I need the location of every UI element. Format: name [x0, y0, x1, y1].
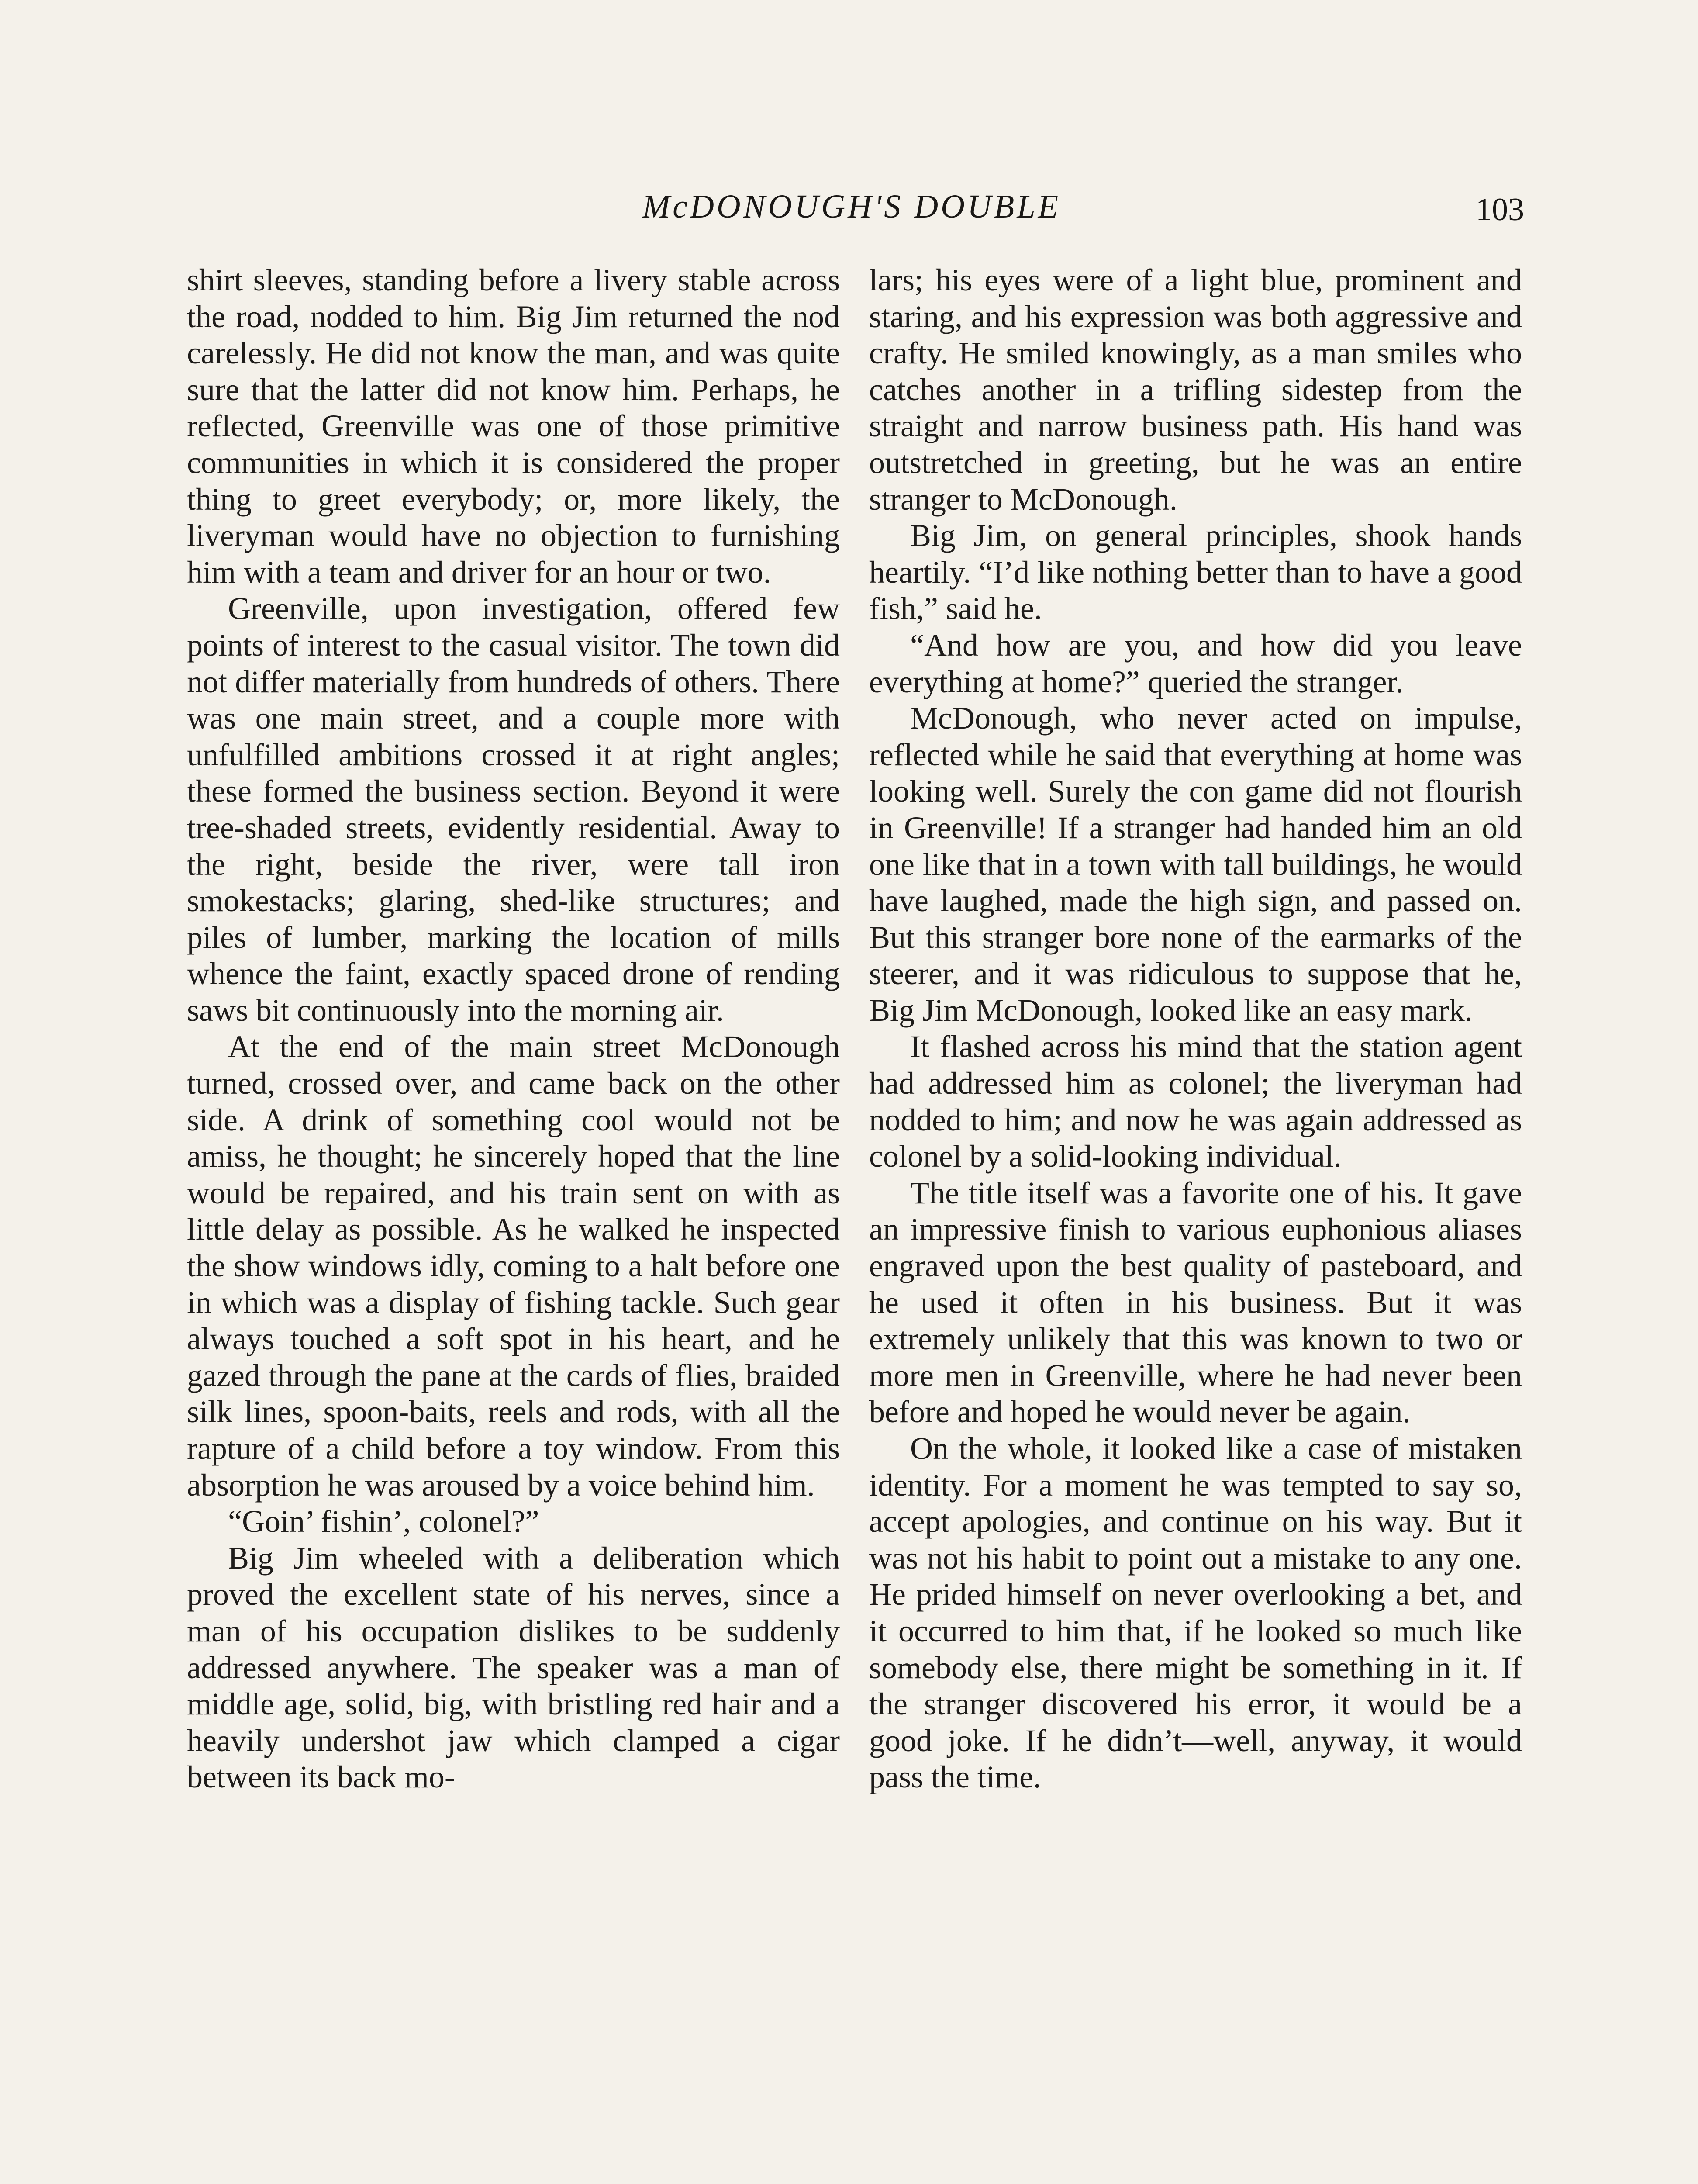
right-text-column — [869, 262, 1522, 1796]
running-head-title: McDONOUGH'S DOUBLE — [642, 188, 1061, 225]
paragraph: “Goin’ fishin’, colonel?” — [228, 1504, 539, 1539]
paragraph: lars; his eyes were of a light blue, prominent and staring, and his expression was both aggressive and crafty. He smiled knowingly, as a man smiles who catches another in a trifling sidestep from the straight and narrow business path. His hand was outstretched in greeting, but he was an entire stranger to McDonough. — [869, 263, 1522, 517]
paragraph: The title itself was a favorite one of his. It gave an impressive finish to various euphonious aliases engraved upon the best quality of pasteboard, and he used it often in his business. But it was extremely unlikely that this was known to two or more men in Greenville, where he had never been before and hoped he would never be again. — [869, 1175, 1522, 1430]
paragraph: “And how are you, and how did you leave everything at home?” queried the stranger. — [869, 627, 1522, 699]
paragraph: On the whole, it looked like a case of mistaken identity. For a moment he was tempted to say so, accept apologies, and continue on his way. But it was not his habit to point out a mistake to any one. He prided himself on never overlooking a bet, and it occurred to him that, if he looked so much like somebody else, there might be something in it. If the stranger discovered his error, it would be a good joke. If he didn’t—well, anyway, it would pass the time. — [869, 1431, 1522, 1795]
left-text-column — [187, 262, 840, 1796]
paragraph: Big Jim wheeled with a deliberation which proved the excellent state of his nerves, since a man of his occupation dislikes to be suddenly addressed anywhere. The speaker was a man of middle age, solid, big, with bristling red hair and a heavily undershot jaw which clamped a cigar between its back mo- — [187, 1540, 840, 1795]
paragraph: It flashed across his mind that the station agent had addressed him as colonel; the liveryman had nodded to him; and now he was again addressed as colonel by a solid-looking individual. — [869, 1029, 1522, 1174]
paragraph: Greenville, upon investigation, offered few points of interest to the casual visitor. The town did not differ materially from hundreds of others. There was one main street, and a couple more with unfulfilled ambitions crossed it at right angles; these formed the business section. Beyond it were tree-shaded streets, evidently residential. Away to the right, beside the river, were tall iron smokestacks; glaring, shed-like structures; and piles of lumber, marking the location of mills whence the faint, exactly spaced drone of rending saws bit continuously into the morning air. — [187, 591, 840, 1028]
paragraph: shirt sleeves, standing before a livery stable across the road, nodded to him. Big Jim returned the nod carelessly. He did not know the man, and was quite sure that the latter did not know him. Perhaps, he reflected, Greenville was one of those primitive communities in which it is considered the proper thing to greet everybody; or, more likely, the liveryman would have no objection to furnishing him with a team and driver for an hour or two. — [187, 263, 840, 590]
paragraph: Big Jim, on general principles, shook hands heartily. “I’d like nothing better than to have a good fish,” said he. — [869, 518, 1522, 626]
paragraph: McDonough, who never acted on impulse, reflected while he said that everything at home was looking well. Surely the con game did not flourish in Greenville! If a stranger had handed him an old one like that in a town with tall buildings, he would have laughed, made the high sign, and passed on. But this stranger bore none of the earmarks of the steerer, and it was ridiculous to suppose that he, Big Jim McDonough, looked like an easy mark. — [869, 701, 1522, 1028]
page-number: 103 — [1476, 192, 1524, 228]
paragraph: At the end of the main street McDonough turned, crossed over, and came back on the other side. A drink of something cool would not be amiss, he thought; he sincerely hoped that the line would be repaired, and his train sent on with as little delay as possible. As he walked he inspected the show windows idly, coming to a halt before one in which was a display of fishing tackle. Such gear always touched a soft spot in his heart, and he gazed through the pane at the cards of flies, braided silk lines, spoon-baits, reels and rods, with all the rapture of a child before a toy window. From this absorption he was aroused by a voice behind him. — [187, 1029, 840, 1503]
